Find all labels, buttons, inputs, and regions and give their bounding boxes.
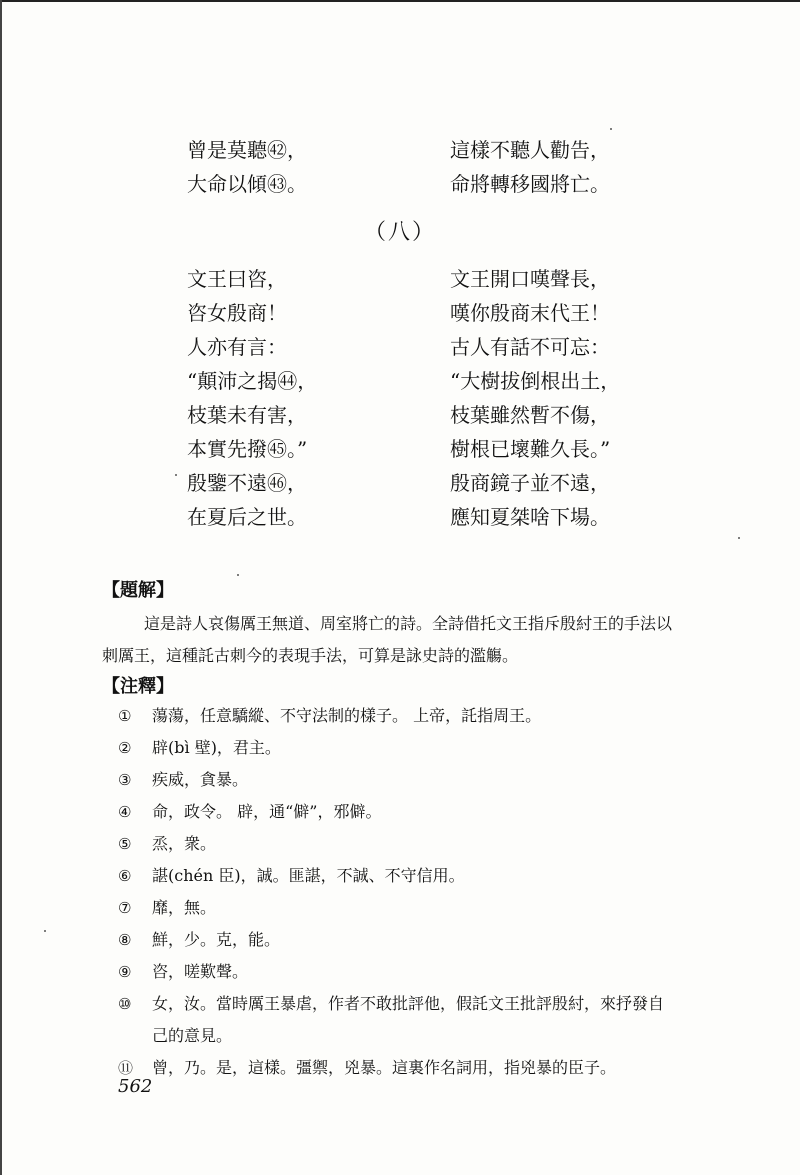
note-item (118, 700, 678, 732)
scan-top-edge (0, 0, 800, 2)
scan-left-edge (0, 0, 2, 1175)
verse-original: 本實先撥㊺。” (187, 437, 308, 461)
note-number: ⑥ (118, 867, 132, 885)
verse-line (187, 262, 627, 296)
scan-speck (610, 128, 612, 130)
note-number: ⑪ (118, 1059, 134, 1077)
note-text: 烝，衆。 (152, 834, 217, 853)
note-number: ⑦ (118, 899, 132, 917)
note-item (118, 988, 678, 1052)
note-item (118, 956, 678, 988)
verse-original: 枝葉未有害， (187, 403, 307, 427)
verse-translation: 這樣不聽人勸告， (450, 138, 610, 162)
verse-translation: 樹根已壞難久長。” (450, 437, 611, 461)
note-text: 鮮，少。克，能。 (152, 930, 281, 949)
notes-heading: 【注釋】 (102, 676, 174, 697)
note-text: 女，汝。當時厲王暴虐，作者不敢批評他，假託文王批評殷紂，來抒發自己的意見。 (152, 994, 665, 1045)
note-number: ⑨ (118, 963, 132, 981)
verse-translation: 應知夏桀啥下場。 (450, 505, 610, 529)
verse-original: “顛沛之揭㊹， (187, 369, 318, 393)
note-text: 蕩蕩，任意驕縱、不守法制的樣子。 上帝，託指周王。 (152, 706, 542, 725)
verse-translation: “大樹拔倒根出土， (450, 369, 621, 393)
verse-original: 文王曰咨， (187, 267, 287, 291)
note-item (118, 828, 678, 860)
scan-speck (237, 574, 239, 576)
notes-list (118, 700, 678, 1084)
verse-translation: 嘆你殷商末代王！ (450, 301, 610, 325)
verse-original: 在夏后之世。 (187, 505, 307, 529)
scan-speck (44, 930, 46, 932)
verse-translation: 文王開口嘆聲長， (450, 267, 610, 291)
note-item (118, 860, 678, 892)
verse-line (187, 364, 627, 398)
verse-line (187, 296, 627, 330)
note-number: ⑤ (118, 835, 132, 853)
verse-translation: 命將轉移國將亡。 (450, 172, 610, 196)
scan-speck (738, 537, 740, 539)
verse-original: 曾是莫聽㊷， (187, 138, 307, 162)
note-number: ③ (118, 771, 132, 789)
note-text: 疾威，貪暴。 (152, 770, 249, 789)
note-number: ② (118, 739, 132, 757)
verse-line (187, 167, 627, 201)
note-text: 咨，嗟歎聲。 (152, 962, 249, 981)
note-item (118, 892, 678, 924)
verse-original: 殷鑒不遠㊻， (187, 471, 307, 495)
verse-original: 大命以傾㊸。 (187, 172, 307, 196)
verse-original: 人亦有言： (187, 335, 287, 359)
verse-translation: 枝葉雖然暫不傷， (450, 403, 610, 427)
verse-line (187, 398, 627, 432)
note-text: 諶(chén 臣)，誠。匪諶，不誠、不守信用。 (152, 866, 465, 885)
verse-block-main (187, 262, 627, 534)
note-number: ① (118, 707, 132, 725)
note-item (118, 924, 678, 956)
verse-original: 咨女殷商！ (187, 301, 287, 325)
intro-heading: 【題解】 (102, 580, 174, 601)
note-item (118, 1052, 678, 1084)
verse-line (187, 330, 627, 364)
note-text: 靡，無。 (152, 898, 217, 917)
page-number: 562 (118, 1076, 153, 1097)
scan-speck (175, 474, 177, 476)
verse-translation: 殷商鏡子並不遠， (450, 471, 610, 495)
note-number: ⑩ (118, 995, 132, 1013)
note-text: 命，政令。 辟，通“僻”，邪僻。 (152, 802, 382, 821)
intro-paragraph: 這是詩人哀傷厲王無道、周室將亡的詩。全詩借托文王指斥殷紂王的手法以刺厲王，這種託古刺今的表現手法，可算是詠史詩的濫觴。 (102, 614, 673, 665)
note-text: 辟(bì 壁)，君主。 (152, 738, 281, 757)
verse-line (187, 133, 627, 167)
verse-line (187, 466, 627, 500)
verse-block-top (187, 133, 627, 201)
section-heading: （八） (363, 220, 436, 245)
note-item (118, 796, 678, 828)
verse-translation: 古人有話不可忘： (450, 335, 610, 359)
verse-line (187, 432, 627, 466)
note-number: ④ (118, 803, 132, 821)
note-item (118, 764, 678, 796)
verse-line (187, 500, 627, 534)
note-item (118, 732, 678, 764)
note-number: ⑧ (118, 931, 132, 949)
note-text: 曾，乃。是，這樣。彊禦，兇暴。這裏作名詞用，指兇暴的臣子。 (152, 1058, 617, 1077)
